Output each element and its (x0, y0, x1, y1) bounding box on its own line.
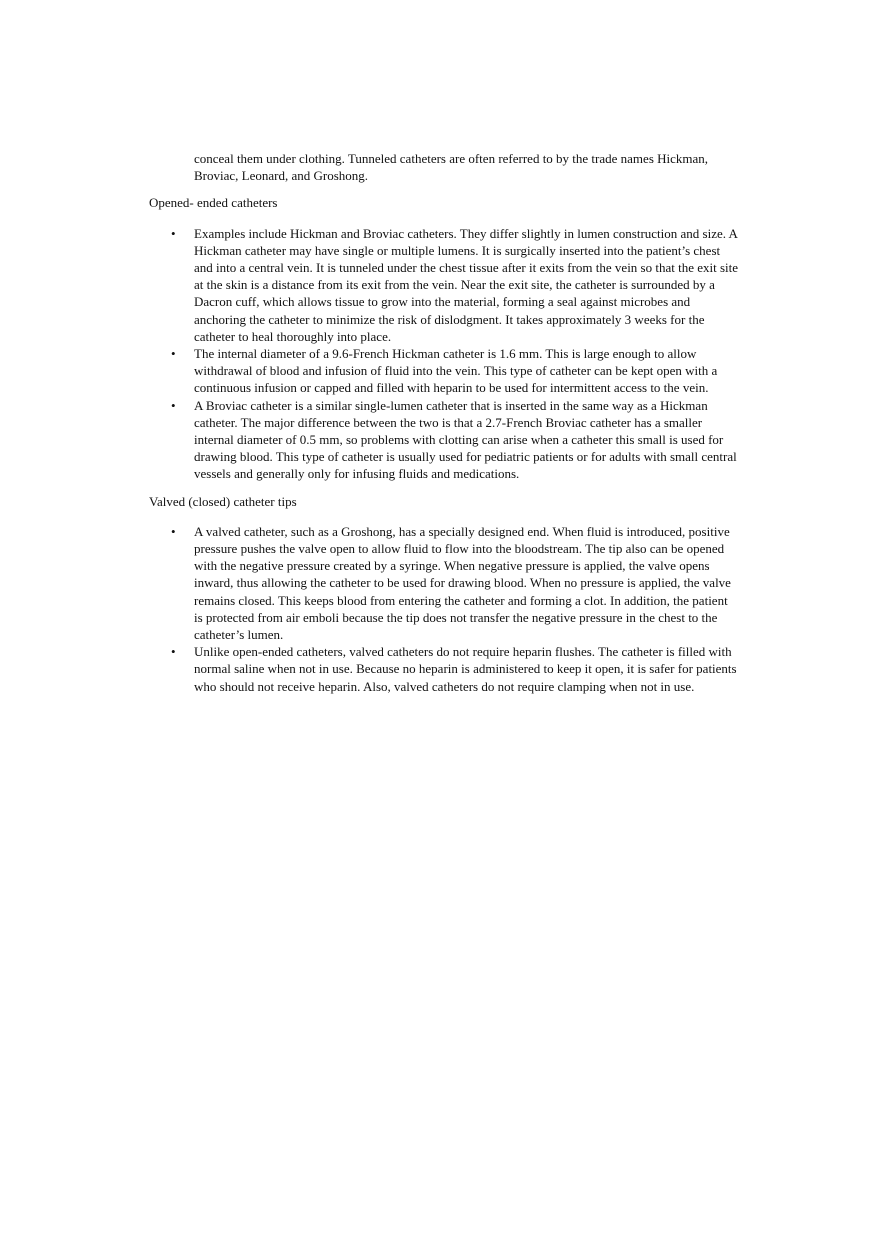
list-item-text: A Broviac catheter is a similar single-lumen catheter that is inserted in the same way as a Hickman catheter. The major difference between the two is that a 2.7-French Broviac catheter has a smaller internal diameter of 0.5 mm, so problems with clotting can arise when a catheter this small is used for drawing blood. This type of catheter is usually used for pediatric patients or for adults with small central vessels and generally only for infusing fluids and medications. (194, 397, 737, 482)
list-item (149, 345, 739, 397)
section-heading-open-ended: Opened- ended catheters (149, 195, 278, 211)
bullet-icon: • (171, 225, 176, 241)
list-item (149, 643, 739, 695)
list-item-text: The internal diameter of a 9.6-French Hickman catheter is 1.6 mm. This is large enough to allow withdrawal of blood and infusion of fluid into the vein. This type of catheter can be kept open with a continuous infusion or capped and filled with heparin to be used for intermittent access to the vein. (194, 346, 718, 396)
continuation-paragraph: conceal them under clothing. Tunneled catheters are often referred to by the trade names Hickman, Broviac, Leonard, and Groshong. (194, 151, 709, 184)
bullet-icon: • (171, 397, 176, 413)
bullet-icon: • (171, 644, 176, 660)
bullet-list-open-ended (149, 225, 739, 483)
bullet-icon: • (171, 346, 176, 362)
list-item-text: Unlike open-ended catheters, valved catheters do not require heparin flushes. The catheter is filled with normal saline when not in use. Because no heparin is administered to keep it open, it is safer for patients who should not receive heparin. Also, valved catheters do not require clamping when not in use. (194, 644, 737, 694)
section-heading-valved: Valved (closed) catheter tips (149, 493, 297, 509)
list-item-text: Examples include Hickman and Broviac catheters. They differ slightly in lumen construction and size. A Hickman catheter may have single or multiple lumens. It is surgically inserted into the patient’s chest and into a central vein. It is tunneled under the chest tissue after it exits from the vein so that the exit site at the skin is a distance from its exit from the vein. Near the exit site, the catheter is surrounded by a Dacron cuff, which allows tissue to grow into the material, forming a seal against microbes and anchoring the catheter to minimize the risk of dislodgment. It takes approximately 3 weeks for the catheter to heal thoroughly into place. (194, 225, 739, 344)
list-item (149, 225, 739, 345)
bullet-list-valved (149, 523, 739, 695)
list-item-text: A valved catheter, such as a Groshong, has a specially designed end. When fluid is introduced, positive pressure pushes the valve open to allow fluid to flow into the bloodstream. The tip also can be opened with the negative pressure created by a syringe. When negative pressure is applied, the valve opens inward, thus allowing the catheter to be used for drawing blood. When no pressure is applied, the valve remains closed. This keeps blood from entering the catheter and forming a clot. In addition, the patient is protected from air emboli because the tip does not transfer the negative pressure in the chest to the catheter’s lumen. (194, 523, 731, 643)
bullet-icon: • (171, 523, 176, 539)
list-item (149, 523, 739, 643)
document-body (149, 150, 739, 705)
list-item (149, 397, 739, 483)
